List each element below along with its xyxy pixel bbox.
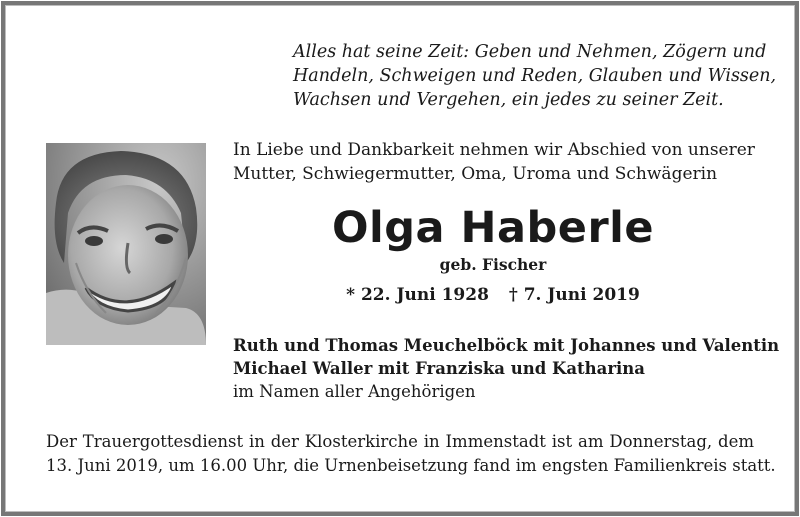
birth-date: * 22. Juni 1928 [346,285,489,305]
mourner-line: Ruth und Thomas Meuchelböck mit Johannes und Valentin [233,336,780,355]
motto-line: Alles hat seine Zeit: Geben und Nehmen, Zögern und [293,42,767,62]
intro-line: Mutter, Schwiegermutter, Oma, Uroma und Schwägerin [233,164,718,184]
maiden-name: geb. Fischer [439,255,547,274]
motto-line: Wachsen und Vergehen, ein jedes zu seiner Zeit. [293,90,724,110]
motto-line: Handeln, Schweigen und Reden, Glauben und Wissen, [293,66,777,86]
mourner-line: Michael Waller mit Franziska und Katharina [233,359,645,378]
notice-line: 13. Juni 2019, um 16.00 Uhr, die Urnenbeisetzung fand im engsten Familienkreis statt. [46,456,776,475]
life-dates [233,282,753,308]
portrait-photo [46,143,206,345]
intro-line: In Liebe und Dankbarkeit nehmen wir Abschied von unserer [233,140,755,160]
mourners-list [233,334,780,403]
portrait-image [46,143,206,345]
funeral-notice [46,430,776,478]
notice-line: Der Trauergottesdienst in der Klosterkirche in Immenstadt ist am Donnerstag, dem [46,432,754,451]
intro-text [233,138,773,186]
mourners-closing: im Namen aller Angehörigen [233,382,476,401]
death-date: † 7. Juni 2019 [508,285,640,305]
deceased-name: Olga Haberle [331,203,655,253]
motto-quote [293,40,777,112]
